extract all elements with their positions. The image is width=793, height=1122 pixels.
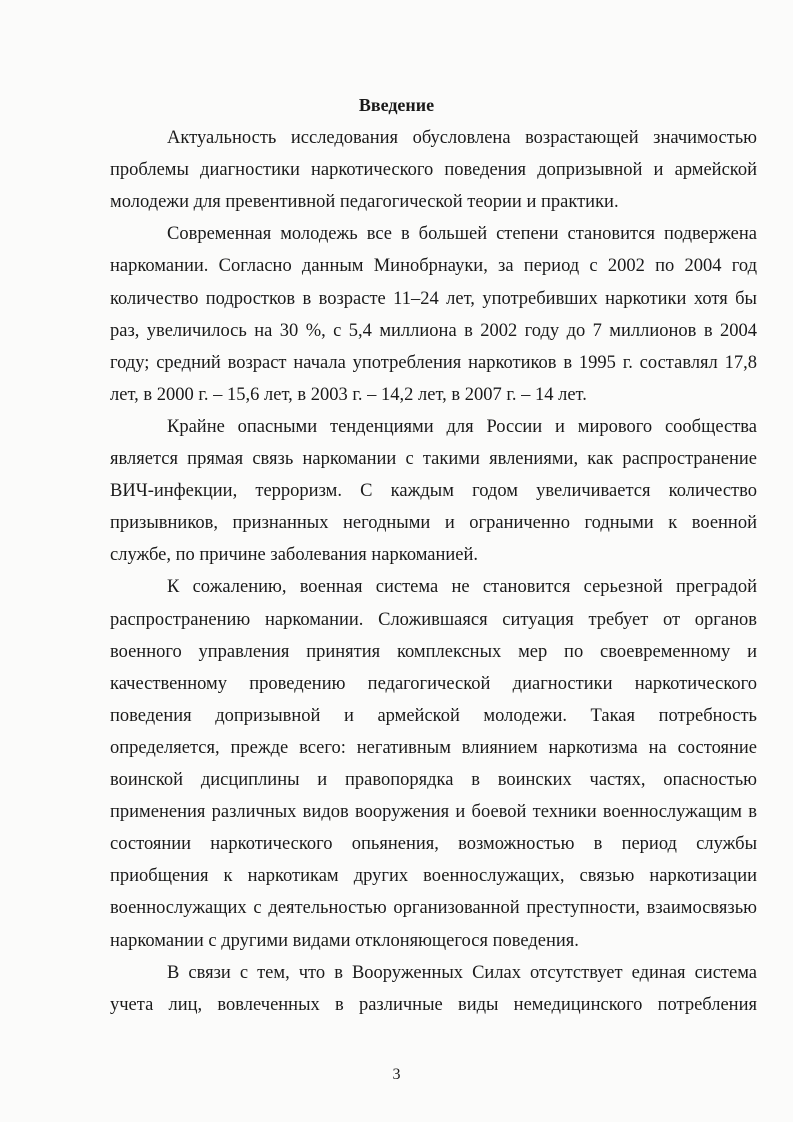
text-line: военнослужащих с деятельностью организованной преступности, взаимосвязью: [110, 898, 757, 919]
text-line: наркомании. Согласно данным Минобрнауки, за период с 2002 по 2004 год: [110, 256, 757, 277]
text-line: раз, увеличилось на 30 %, с 5,4 миллиона в 2002 году до 7 миллионов в 2004: [110, 320, 757, 341]
text-line: воинской дисциплины и правопорядка в воинских частях, опасностью: [110, 770, 757, 790]
text-line: призывников, признанных негодными и ограниченно годными к военной: [110, 513, 757, 534]
text-line: является прямая связь наркомании с такими явлениями, как распространение: [110, 449, 757, 469]
text-line: определяется, прежде всего: негативным влиянием наркотизма на состояние: [110, 737, 757, 758]
text-line: проблемы диагностики наркотического поведения допризывной и армейской: [110, 160, 757, 181]
text-line: состоянии наркотического опьянения, возможностью в период службы: [110, 834, 757, 855]
text-line: лет, в 2000 г. – 15,6 лет, в 2003 г. – 14,2 лет, в 2007 г. – 14 лет.: [110, 384, 587, 405]
section-heading: Введение: [358, 95, 435, 115]
text-line: приобщения к наркотикам других военнослужащих, связью наркотизации: [110, 866, 757, 887]
text-line: В связи с тем, что в Вооруженных Силах отсутствует единая система: [167, 962, 757, 983]
text-line: распространению наркомании. Сложившаяся ситуация требует от органов: [110, 609, 757, 630]
text-line: Актуальность исследования обусловлена возрастающей значимостью: [167, 128, 757, 148]
text-line: поведения допризывной и армейской молодежи. Такая потребность: [110, 705, 757, 726]
text-line: количество подростков в возрасте 11–24 лет, употребивших наркотики хотя бы: [110, 288, 757, 309]
text-line: К сожалению, военная система не становится серьезной преградой: [167, 577, 757, 598]
text-line: службе, по причине заболевания наркоманией.: [110, 545, 479, 566]
text-line: военного управления принятия комплексных мер по своевременному и: [110, 641, 757, 662]
text-line: Современная молодежь все в большей степени становится подвержена: [167, 224, 757, 245]
text-line: Крайне опасными тенденциями для России и мирового сообщества: [167, 416, 757, 437]
text-line: учета лиц, вовлеченных в различные виды немедицинского потребления: [110, 994, 757, 1015]
text-line: качественному проведению педагогической диагностики наркотического: [110, 673, 757, 694]
text-line: году; средний возраст начала употребления наркотиков в 1995 г. составлял 17,8: [110, 352, 757, 373]
text-line: наркомании с другими видами отклоняющегося поведения.: [110, 930, 579, 951]
text-line: ВИЧ-инфекции, терроризм. С каждым годом увеличивается количество: [110, 481, 757, 502]
text-line: молодежи для превентивной педагогической теории и практики.: [110, 192, 619, 213]
page-number: 3: [392, 1066, 401, 1083]
text-line: применения различных видов вооружения и боевой техники военнослужащим в: [110, 802, 757, 823]
